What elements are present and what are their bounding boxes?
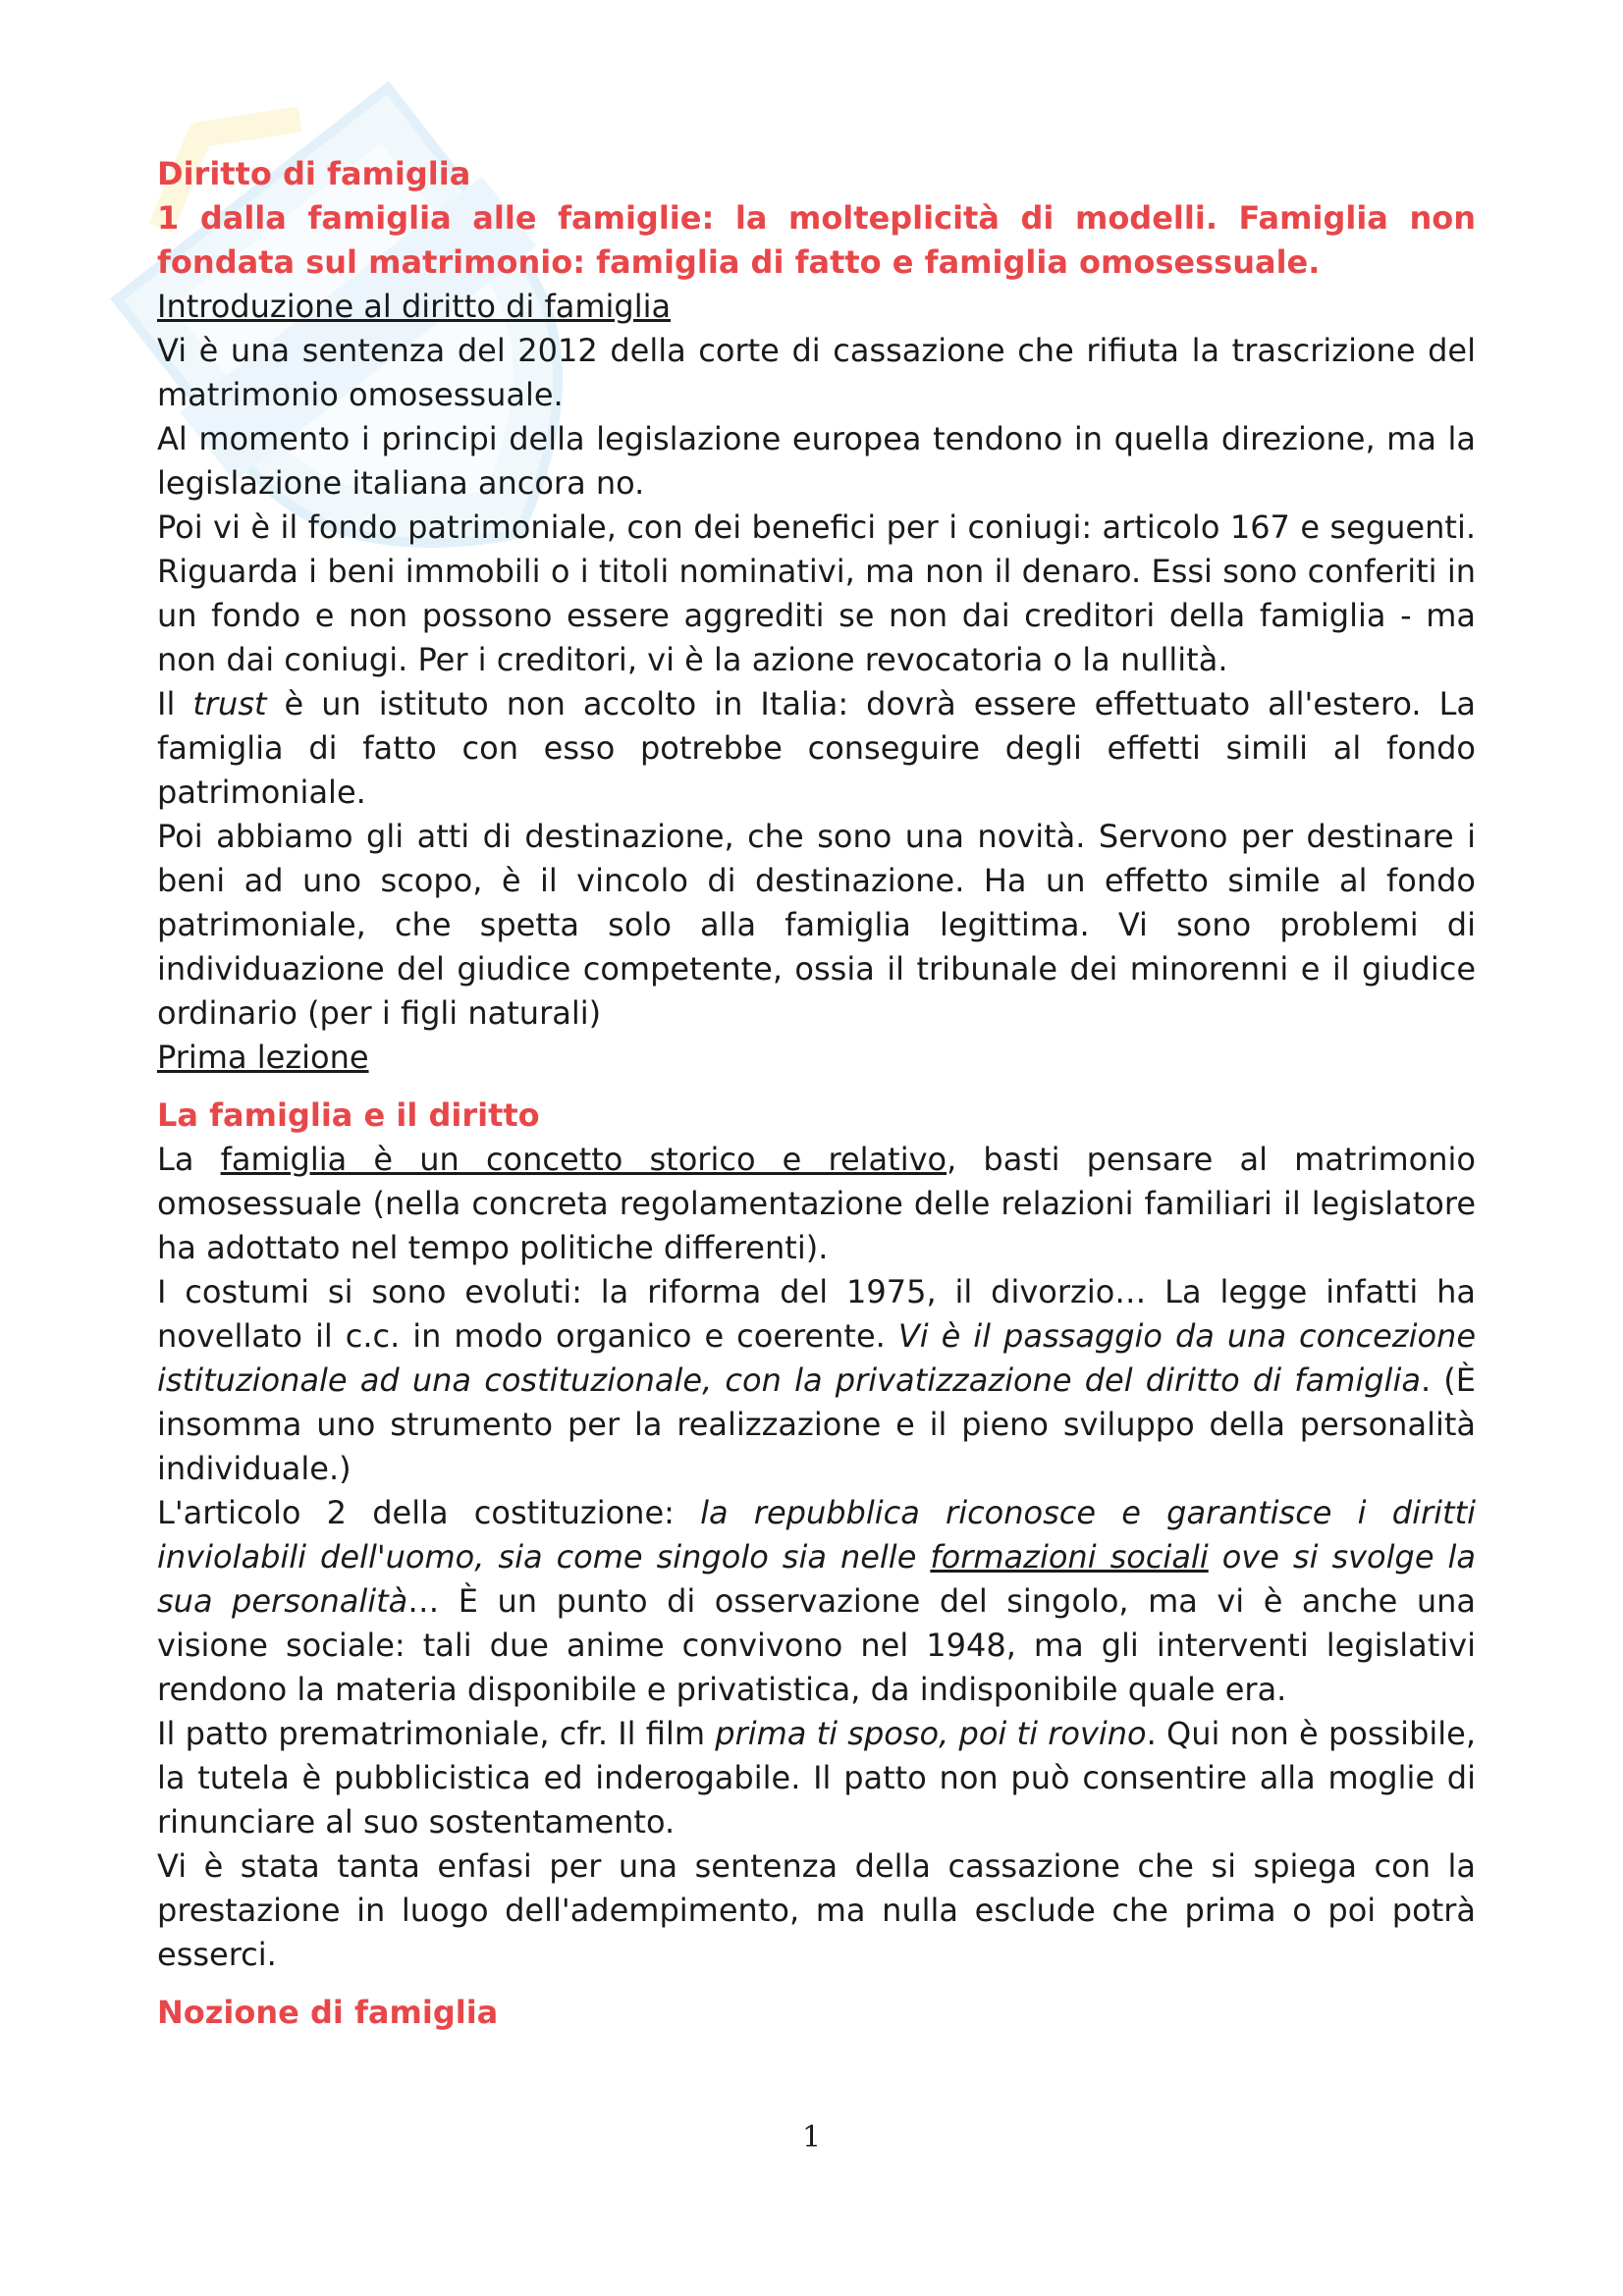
s1p4-pre: Il patto prematrimoniale, cfr. Il film [157, 1715, 716, 1752]
trust-paragraph [157, 682, 1476, 815]
section1-paragraph-5: Vi è stata tanta enfasi per una sentenza della cassazione che si spiega con la prestazione in luogo dell'adempimento, ma nulla esclude che prima o poi potrà esserci. [157, 1847, 1476, 1973]
section1-paragraph-2 [157, 1270, 1476, 1491]
s1p4-italic: prima ti sposo, poi ti rovino [715, 1715, 1147, 1752]
document-page [157, 152, 1476, 2035]
s1p2-post: . (È insomma uno strumento per la realizzazione e il pieno sviluppo della personalità individuale.) [157, 1362, 1476, 1487]
s1p2-italic: Vi è il passaggio da una concezione istituzionale ad una costituzionale, con la privatizzazione del diritto di famiglia [157, 1317, 1476, 1399]
section1-heading: La famiglia e il diritto [157, 1096, 540, 1134]
section1-paragraph-3 [157, 1491, 1476, 1712]
s1p4-post: . Qui non è possibile, la tutela è pubblicistica ed inderogabile. Il patto non può consentire alla moglie di rinunciare al suo sostentamento. [157, 1715, 1477, 1841]
section1-paragraph-1 [157, 1138, 1476, 1270]
page-number: 1 [801, 2120, 822, 2155]
trust-pre: Il [157, 685, 193, 722]
intro-paragraph-1: Vi è una sentenza del 2012 della corte di cassazione che rifiuta la trascrizione del matrimonio omosessuale. [157, 332, 1476, 413]
section1-paragraph-4 [157, 1712, 1476, 1844]
intro-paragraph-2: Al momento i principi della legislazione europea tendono in quella direzione, ma la legislazione italiana ancora no. [157, 420, 1476, 502]
intro-paragraph-3: Poi vi è il fondo patrimoniale, con dei benefici per i coniugi: articolo 167 e seguenti. Riguarda i beni immobili o i titoli nominativi, ma non il denaro. Essi sono conferiti in un fondo e non possono essere aggrediti se non dai creditori della famiglia - ma non dai coniugi. Per i creditori, vi è la azione revocatoria o la nullità. [157, 508, 1476, 678]
lesson-subheading: Prima lezione [157, 1039, 369, 1076]
s1p3-post: … È un punto di osservazione del singolo, ma vi è anche una visione sociale: tali due anime convivono nel 1948, ma gli interventi legislativi rendono la materia disponibile e privatistica, da indisponibile quale era. [157, 1582, 1477, 1708]
s1p3-italic-2: ove si svolge la sua personalità [157, 1538, 1477, 1620]
s1p3-italic-1: la repubblica riconosce e garantisce i diritti inviolabili dell'uomo, sia come singolo sia nelle [157, 1494, 1477, 1575]
s1p1-underlined: famiglia è un concetto storico e relativo [220, 1141, 947, 1178]
trust-post: è un istituto non accolto in Italia: dovrà essere effettuato all'estero. La famiglia di fatto con esso potrebbe conseguire degli effetti simili al fondo patrimoniale. [157, 685, 1477, 811]
s1p2-pre: I costumi si sono evoluti: la riforma del 1975, il divorzio… La legge infatti ha novellato il c.c. in modo organico e coerente. [157, 1273, 1476, 1355]
s1p3-pre: L'articolo 2 della costituzione: [157, 1494, 701, 1531]
document-title: Diritto di famiglia [157, 155, 471, 192]
s1p1-pre: La [157, 1141, 221, 1178]
s1p1-post: , basti pensare al matrimonio omosessuale (nella concreta regolamentazione delle relazioni familiari il legislatore ha adottato nel tempo politiche differenti). [157, 1141, 1477, 1266]
section2-heading: Nozione di famiglia [157, 1994, 499, 2031]
intro-subheading: Introduzione al diritto di famiglia [157, 288, 672, 325]
destinazione-paragraph: Poi abbiamo gli atti di destinazione, che sono una novità. Servono per destinare i beni ad uno scopo, è il vincolo di destinazione. Ha un effetto simile al fondo patrimoniale, che spetta solo alla famiglia legittima. Vi sono problemi di individuazione del giudice competente, ossia il tribunale dei minorenni e il giudice ordinario (per i figli naturali) [157, 818, 1476, 1032]
chapter-heading: 1 dalla famiglia alle famiglie: la molteplicità di modelli. Famiglia non fondata sul matrimonio: famiglia di fatto e famiglia omosessuale. [157, 199, 1476, 281]
s1p3-italic-underlined: formazioni sociali [930, 1538, 1209, 1575]
trust-italic: trust [192, 685, 267, 722]
